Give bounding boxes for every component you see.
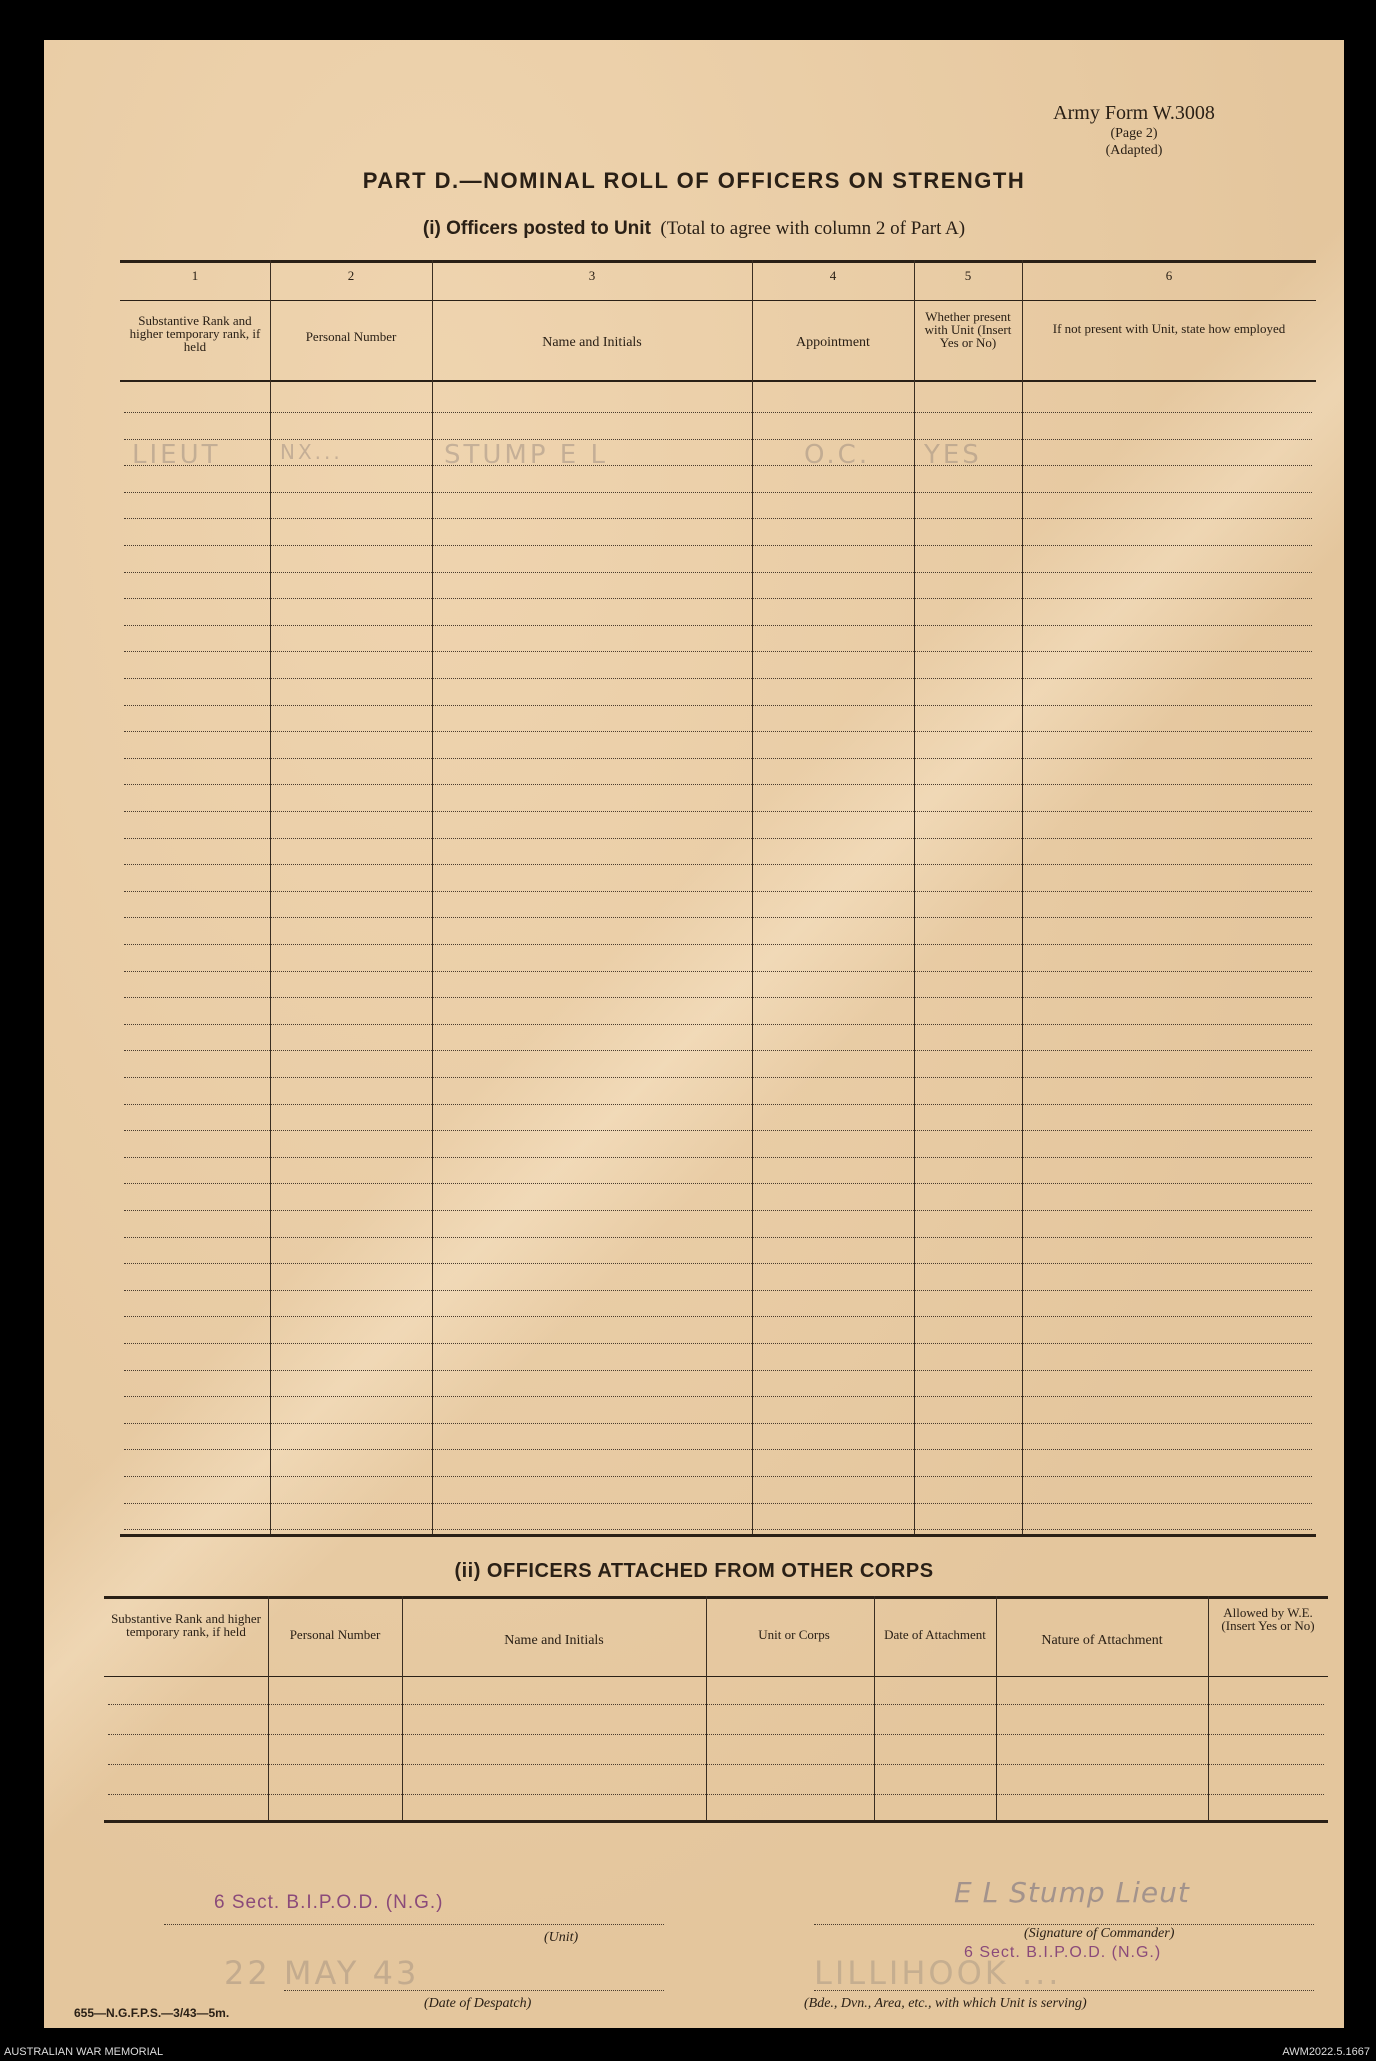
date-caption: (Date of Despatch) [424, 1996, 532, 2011]
entry-rank: LIEUT [132, 440, 221, 470]
ruled-line [124, 1183, 1312, 1184]
section1-label-rest: (Total to agree with column 2 of Part A) [660, 218, 966, 239]
ruled-line [124, 1077, 1312, 1078]
ruled-line [124, 572, 1312, 573]
ruled-line [108, 1734, 1324, 1735]
unit-line [164, 1924, 664, 1925]
col-header-appointment: Appointment [796, 335, 870, 350]
section2-label: (ii) OFFICERS ATTACHED FROM OTHER CORPS [454, 1560, 934, 1582]
ruled-line [124, 545, 1312, 546]
entry-present: YES [924, 440, 982, 470]
table2-divider-2 [402, 1596, 403, 1820]
ruled-line [124, 598, 1312, 599]
print-code: 655—N.G.F.P.S.—3/43—5m. [74, 2006, 230, 2020]
table2-divider-6 [1208, 1596, 1209, 1820]
ruled-line [124, 465, 1312, 466]
ruled-line [124, 625, 1312, 626]
table1-number-rule [120, 300, 1316, 301]
unit-stamp: 6 Sect. B.I.P.O.D. (N.G.) [214, 1892, 444, 1913]
col2-header-name: Name and Initials [504, 1633, 604, 1648]
table1-header-rule [120, 380, 1316, 382]
ruled-line [124, 917, 1312, 918]
ruled-line [124, 678, 1312, 679]
ruled-line [124, 1423, 1312, 1424]
table2-divider-5 [996, 1596, 997, 1820]
ruled-line [124, 651, 1312, 652]
ruled-line [124, 1157, 1312, 1158]
signature-line [814, 1924, 1314, 1925]
col2-header-rank: Substantive Rank and higher temporary rank, if held [111, 1611, 261, 1639]
ruled-line [124, 1343, 1312, 1344]
signature-caption: (Signature of Commander) [1024, 1926, 1175, 1941]
ruled-line [124, 811, 1312, 812]
ruled-line [124, 705, 1312, 706]
ruled-line [124, 891, 1312, 892]
col-header-personal-number: Personal Number [305, 329, 397, 344]
ruled-line [124, 492, 1312, 493]
despatch-date: 22 MAY 43 [224, 1954, 420, 1992]
ruled-line [124, 784, 1312, 785]
col-header-present: Whether present with Unit (Insert Yes or No) [924, 309, 1012, 350]
col-header-name: Name and Initials [542, 335, 642, 350]
ruled-line [124, 1024, 1312, 1025]
ruled-line [124, 1370, 1312, 1371]
col2-header-allowed: Allowed by W.E. (Insert Yes or No) [1221, 1605, 1315, 1633]
col2-header-personal-number: Personal Number [289, 1627, 381, 1642]
col2-header-nature: Nature of Attachment [1041, 1633, 1163, 1648]
ruled-line [124, 1449, 1312, 1450]
form-number: Army Form W.3008 [1053, 102, 1215, 124]
col-number-4: 4 [829, 268, 837, 283]
col-number-2: 2 [347, 268, 355, 283]
commander-stamp: 6 Sect. B.I.P.O.D. (N.G.) [964, 1944, 1162, 1961]
ruled-line [108, 1704, 1324, 1705]
ruled-line [124, 758, 1312, 759]
ruled-line [124, 1237, 1312, 1238]
table2-divider-3 [706, 1596, 707, 1820]
table2-bottom-rule [104, 1820, 1328, 1823]
form-sheet [44, 40, 1344, 2028]
ruled-line [124, 944, 1312, 945]
entry-personal-number: NX... [280, 440, 343, 464]
form-page: (Page 2) [1110, 126, 1158, 141]
archive-credit: AUSTRALIAN WAR MEMORIAL [4, 2046, 164, 2058]
ruled-line [124, 1503, 1312, 1504]
bde-value: LILLIHOOK ... [814, 1954, 1062, 1992]
section1-label-bold: (i) Officers posted to Unit [422, 218, 651, 239]
col-number-5: 5 [964, 268, 972, 283]
table2-header-rule [104, 1676, 1328, 1677]
entry-appointment: O.C. [804, 440, 871, 470]
ruled-line [124, 1476, 1312, 1477]
col2-header-date: Date of Attachment [884, 1627, 986, 1642]
ruled-line [124, 1104, 1312, 1105]
col-header-rank: Substantive Rank and higher temporary rank, if held [129, 313, 261, 354]
ruled-line [124, 1396, 1312, 1397]
ruled-line [124, 412, 1312, 413]
table1-bottom-rule [120, 1534, 1316, 1537]
table2-top-rule [104, 1596, 1328, 1599]
bde-caption: (Bde., Dvn., Area, etc., with which Unit is serving) [804, 1996, 1087, 2011]
ruled-line [124, 518, 1312, 519]
section1-label [44, 218, 1344, 240]
ruled-line [108, 1794, 1324, 1795]
ruled-line [124, 731, 1312, 732]
col-header-employed: If not present with Unit, state how employed [1052, 321, 1286, 336]
archive-id: AWM2022.5.1667 [1282, 2046, 1370, 2058]
ruled-line [124, 1263, 1312, 1264]
ruled-line [124, 838, 1312, 839]
ruled-line [108, 1764, 1324, 1765]
table1-top-rule [120, 260, 1316, 263]
unit-caption: (Unit) [544, 1930, 579, 1945]
ruled-line [124, 1130, 1312, 1131]
commander-signature: E L Stump Lieut [954, 1876, 1190, 1909]
col2-header-unit: Unit or Corps [758, 1627, 830, 1642]
form-adapted: (Adapted) [1105, 143, 1163, 158]
col-number-1: 1 [191, 268, 199, 283]
table2-divider-4 [874, 1596, 875, 1820]
form-identifier [1014, 102, 1254, 159]
page-title: PART D.—NOMINAL ROLL OF OFFICERS ON STRENGTH [362, 168, 1026, 193]
ruled-line [124, 997, 1312, 998]
ruled-line [124, 971, 1312, 972]
ruled-line [124, 864, 1312, 865]
ruled-line [124, 1529, 1312, 1530]
ruled-line [124, 1290, 1312, 1291]
entry-name: STUMP E L [444, 440, 608, 470]
table2-divider-1 [268, 1596, 269, 1820]
ruled-line [124, 1050, 1312, 1051]
col-number-6: 6 [1165, 268, 1173, 283]
ruled-line [124, 1316, 1312, 1317]
col-number-3: 3 [588, 268, 596, 283]
ruled-line [124, 1210, 1312, 1211]
